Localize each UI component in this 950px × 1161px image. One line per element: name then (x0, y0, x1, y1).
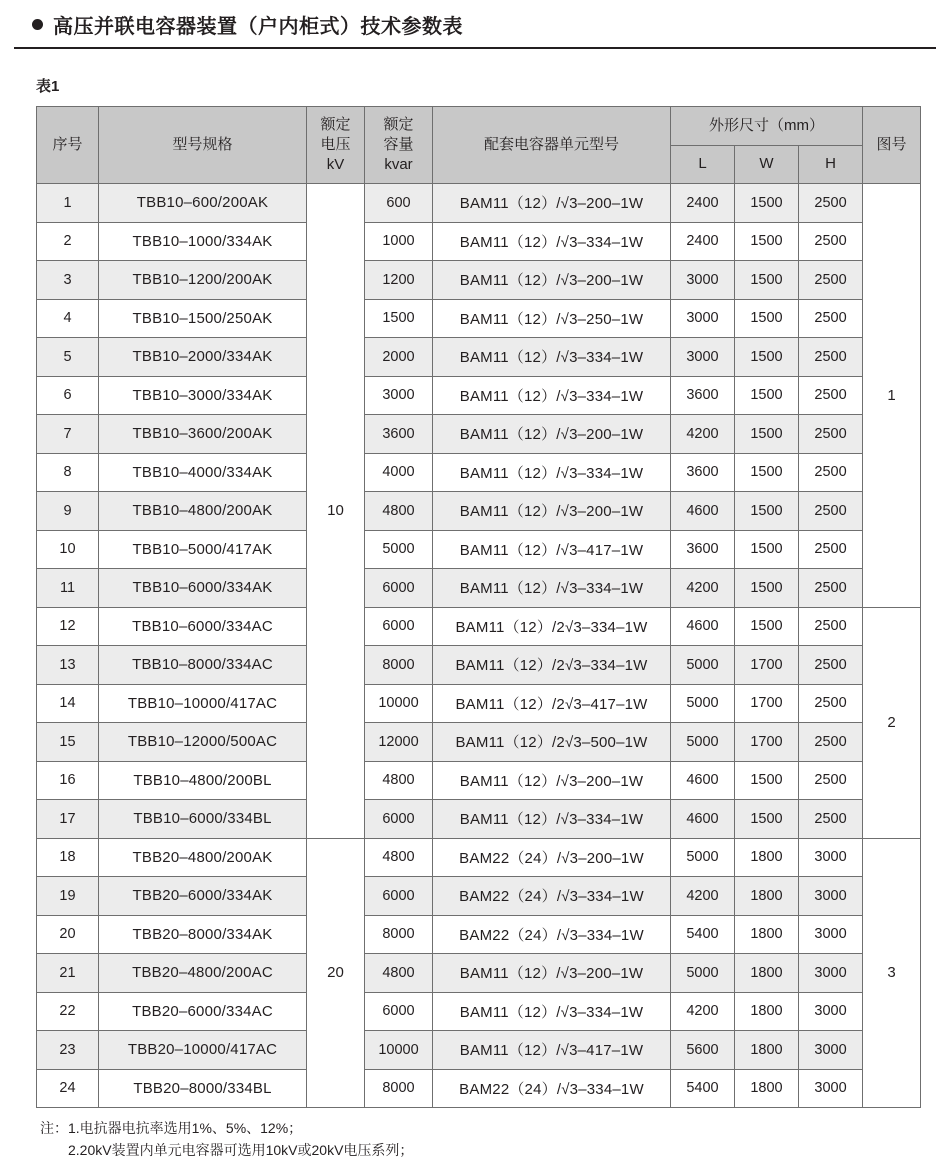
table-row (37, 299, 921, 338)
cell-length: 5400 (671, 1069, 735, 1108)
cell-width: 1500 (735, 376, 799, 415)
table-row (37, 838, 921, 877)
cell-length: 5600 (671, 1031, 735, 1070)
cell-no: 8 (37, 453, 99, 492)
cell-height: 2500 (799, 646, 863, 685)
cell-length: 4200 (671, 992, 735, 1031)
table-header (37, 107, 921, 184)
cell-unit-model: BAM11（12）/√3–334–1W (433, 338, 671, 377)
table-row (37, 569, 921, 608)
cell-width: 1500 (735, 222, 799, 261)
table-label: 表1 (36, 78, 60, 95)
cell-capacity: 4000 (365, 453, 433, 492)
cell-unit-model: BAM11（12）/√3–200–1W (433, 492, 671, 531)
cell-unit-model: BAM11（12）/√3–417–1W (433, 1031, 671, 1070)
cell-unit-model: BAM11（12）/√3–417–1W (433, 530, 671, 569)
table-row (37, 1069, 921, 1108)
cell-model: TBB10–1000/334AK (99, 222, 307, 261)
cell-no: 14 (37, 684, 99, 723)
cell-voltage: 20 (307, 838, 365, 1108)
cell-length: 4600 (671, 800, 735, 839)
cell-no: 6 (37, 376, 99, 415)
cell-figure: 2 (863, 607, 921, 838)
cell-model: TBB20–10000/417AC (99, 1031, 307, 1070)
header-height: H (799, 145, 863, 184)
cell-model: TBB20–8000/334BL (99, 1069, 307, 1108)
cell-width: 1500 (735, 800, 799, 839)
cell-capacity: 6000 (365, 800, 433, 839)
cell-no: 13 (37, 646, 99, 685)
table-row (37, 761, 921, 800)
cell-model: TBB10–4000/334AK (99, 453, 307, 492)
table-body (37, 184, 921, 1108)
table-header-row-1 (37, 107, 921, 146)
table-row (37, 530, 921, 569)
cell-width: 1800 (735, 877, 799, 916)
cell-width: 1500 (735, 569, 799, 608)
cell-length: 4600 (671, 761, 735, 800)
cell-capacity: 10000 (365, 1031, 433, 1070)
note-line-2 (40, 1140, 950, 1161)
cell-capacity: 5000 (365, 530, 433, 569)
cell-width: 1700 (735, 684, 799, 723)
cell-unit-model: BAM22（24）/√3–334–1W (433, 877, 671, 916)
cell-unit-model: BAM11（12）/√3–334–1W (433, 376, 671, 415)
cell-no: 11 (37, 569, 99, 608)
cell-height: 3000 (799, 877, 863, 916)
cell-length: 3000 (671, 299, 735, 338)
cell-unit-model: BAM11（12）/√3–200–1W (433, 415, 671, 454)
cell-no: 16 (37, 761, 99, 800)
bullet-icon (32, 19, 43, 30)
cell-width: 1500 (735, 761, 799, 800)
note-label: 注： (40, 1120, 68, 1136)
cell-capacity: 10000 (365, 684, 433, 723)
cell-height: 2500 (799, 453, 863, 492)
header-voltage-unit: kV (326, 156, 345, 174)
cell-model: TBB10–2000/334AK (99, 338, 307, 377)
cell-model: TBB10–6000/334BL (99, 800, 307, 839)
cell-length: 2400 (671, 222, 735, 261)
cell-figure: 3 (863, 838, 921, 1108)
cell-no: 1 (37, 184, 99, 223)
cell-model: TBB20–8000/334AK (99, 915, 307, 954)
table-row (37, 184, 921, 223)
spec-table-container (36, 106, 920, 1108)
cell-height: 2500 (799, 299, 863, 338)
cell-height: 2500 (799, 723, 863, 762)
cell-height: 2500 (799, 261, 863, 300)
cell-length: 3600 (671, 530, 735, 569)
cell-height: 3000 (799, 954, 863, 993)
cell-width: 1800 (735, 1031, 799, 1070)
note-item-1: 1.电抗器电抗率选用1%、5%、12%； (68, 1120, 303, 1136)
cell-height: 3000 (799, 1069, 863, 1108)
cell-length: 5000 (671, 723, 735, 762)
cell-length: 4600 (671, 607, 735, 646)
cell-width: 1700 (735, 646, 799, 685)
header-model: 型号规格 (99, 107, 307, 184)
cell-height: 2500 (799, 492, 863, 531)
cell-no: 23 (37, 1031, 99, 1070)
cell-length: 4200 (671, 569, 735, 608)
cell-capacity: 600 (365, 184, 433, 223)
cell-width: 1500 (735, 530, 799, 569)
page-title: 高压并联电容器装置（户内柜式）技术参数表 (53, 16, 463, 38)
cell-no: 20 (37, 915, 99, 954)
header-length: L (671, 145, 735, 184)
table-row (37, 684, 921, 723)
cell-height: 2500 (799, 222, 863, 261)
cell-no: 3 (37, 261, 99, 300)
cell-model: TBB10–12000/500AC (99, 723, 307, 762)
table-row (37, 800, 921, 839)
table-row (37, 376, 921, 415)
cell-height: 2500 (799, 415, 863, 454)
cell-height: 3000 (799, 915, 863, 954)
cell-capacity: 12000 (365, 723, 433, 762)
cell-capacity: 6000 (365, 607, 433, 646)
cell-length: 4200 (671, 877, 735, 916)
cell-unit-model: BAM22（24）/√3–334–1W (433, 1069, 671, 1108)
note-item-2: 2.20kV装置内单元电容器可选用10kV或20kV电压系列； (68, 1141, 414, 1158)
cell-width: 1500 (735, 261, 799, 300)
header-unit-model: 配套电容器单元型号 (433, 107, 671, 184)
cell-length: 3600 (671, 376, 735, 415)
cell-length: 4600 (671, 492, 735, 531)
cell-model: TBB10–600/200AK (99, 184, 307, 223)
cell-width: 1500 (735, 607, 799, 646)
cell-unit-model: BAM11（12）/2√3–334–1W (433, 607, 671, 646)
page-header (14, 0, 936, 49)
cell-capacity: 1000 (365, 222, 433, 261)
cell-no: 15 (37, 723, 99, 762)
cell-capacity: 1500 (365, 299, 433, 338)
cell-width: 1500 (735, 453, 799, 492)
cell-model: TBB10–3600/200AK (99, 415, 307, 454)
table-row (37, 261, 921, 300)
cell-no: 5 (37, 338, 99, 377)
cell-height: 2500 (799, 338, 863, 377)
cell-capacity: 3600 (365, 415, 433, 454)
cell-unit-model: BAM11（12）/2√3–417–1W (433, 684, 671, 723)
cell-width: 1800 (735, 838, 799, 877)
table-row (37, 415, 921, 454)
cell-height: 2500 (799, 761, 863, 800)
cell-width: 1500 (735, 492, 799, 531)
cell-model: TBB10–10000/417AC (99, 684, 307, 723)
cell-unit-model: BAM11（12）/√3–200–1W (433, 954, 671, 993)
note-line-1 (40, 1118, 950, 1140)
cell-no: 10 (37, 530, 99, 569)
cell-model: TBB10–6000/334AC (99, 607, 307, 646)
cell-no: 9 (37, 492, 99, 531)
header-voltage-line1: 额定 (320, 115, 351, 133)
table-row (37, 453, 921, 492)
cell-no: 19 (37, 877, 99, 916)
cell-length: 5000 (671, 954, 735, 993)
cell-no: 18 (37, 838, 99, 877)
cell-width: 1700 (735, 723, 799, 762)
cell-length: 3600 (671, 453, 735, 492)
header-dimensions: 外形尺寸（mm） (671, 107, 863, 146)
table-row (37, 877, 921, 916)
table-row (37, 954, 921, 993)
table-row (37, 492, 921, 531)
cell-width: 1500 (735, 415, 799, 454)
table-row (37, 222, 921, 261)
header-capacity-unit: kvar (384, 156, 413, 174)
cell-model: TBB10–4800/200BL (99, 761, 307, 800)
cell-unit-model: BAM11（12）/√3–334–1W (433, 992, 671, 1031)
cell-height: 3000 (799, 838, 863, 877)
cell-length: 2400 (671, 184, 735, 223)
cell-length: 4200 (671, 415, 735, 454)
cell-model: TBB10–1200/200AK (99, 261, 307, 300)
header-voltage (307, 107, 365, 184)
cell-no: 21 (37, 954, 99, 993)
header-capacity-line2: 容量 (383, 135, 414, 153)
cell-figure: 1 (863, 184, 921, 608)
cell-no: 22 (37, 992, 99, 1031)
cell-unit-model: BAM22（24）/√3–334–1W (433, 915, 671, 954)
cell-unit-model: BAM11（12）/√3–200–1W (433, 761, 671, 800)
cell-unit-model: BAM22（24）/√3–200–1W (433, 838, 671, 877)
cell-height: 2500 (799, 684, 863, 723)
cell-capacity: 6000 (365, 569, 433, 608)
cell-height: 2500 (799, 607, 863, 646)
cell-model: TBB20–4800/200AK (99, 838, 307, 877)
cell-no: 4 (37, 299, 99, 338)
cell-no: 17 (37, 800, 99, 839)
cell-height: 2500 (799, 800, 863, 839)
cell-width: 1800 (735, 992, 799, 1031)
cell-length: 5000 (671, 646, 735, 685)
cell-model: TBB10–6000/334AK (99, 569, 307, 608)
cell-model: TBB20–6000/334AK (99, 877, 307, 916)
cell-unit-model: BAM11（12）/√3–334–1W (433, 222, 671, 261)
cell-length: 5000 (671, 684, 735, 723)
spec-table (36, 106, 921, 1108)
cell-height: 2500 (799, 184, 863, 223)
cell-model: TBB10–4800/200AK (99, 492, 307, 531)
cell-length: 5000 (671, 838, 735, 877)
cell-width: 1800 (735, 1069, 799, 1108)
cell-unit-model: BAM11（12）/√3–200–1W (433, 184, 671, 223)
header-width: W (735, 145, 799, 184)
header-capacity-line1: 额定 (383, 115, 414, 133)
header-voltage-line2: 电压 (320, 135, 351, 153)
cell-unit-model: BAM11（12）/√3–334–1W (433, 569, 671, 608)
cell-model: TBB10–8000/334AC (99, 646, 307, 685)
table-row (37, 607, 921, 646)
cell-height: 3000 (799, 992, 863, 1031)
cell-model: TBB10–1500/250AK (99, 299, 307, 338)
cell-model: TBB20–6000/334AC (99, 992, 307, 1031)
cell-model: TBB10–5000/417AK (99, 530, 307, 569)
cell-unit-model: BAM11（12）/2√3–334–1W (433, 646, 671, 685)
cell-unit-model: BAM11（12）/√3–334–1W (433, 800, 671, 839)
cell-height: 2500 (799, 530, 863, 569)
cell-voltage: 10 (307, 184, 365, 839)
cell-width: 1800 (735, 954, 799, 993)
table-row (37, 646, 921, 685)
cell-length: 5400 (671, 915, 735, 954)
cell-no: 7 (37, 415, 99, 454)
header-figure: 图号 (863, 107, 921, 184)
cell-capacity: 1200 (365, 261, 433, 300)
cell-width: 1500 (735, 299, 799, 338)
cell-capacity: 8000 (365, 1069, 433, 1108)
cell-length: 3000 (671, 261, 735, 300)
header-capacity (365, 107, 433, 184)
cell-capacity: 4800 (365, 838, 433, 877)
cell-capacity: 8000 (365, 646, 433, 685)
table-notes (40, 1118, 950, 1161)
cell-model: TBB10–3000/334AK (99, 376, 307, 415)
cell-no: 12 (37, 607, 99, 646)
cell-capacity: 4800 (365, 761, 433, 800)
cell-unit-model: BAM11（12）/√3–250–1W (433, 299, 671, 338)
cell-width: 1500 (735, 184, 799, 223)
cell-capacity: 2000 (365, 338, 433, 377)
cell-capacity: 8000 (365, 915, 433, 954)
cell-length: 3000 (671, 338, 735, 377)
cell-unit-model: BAM11（12）/2√3–500–1W (433, 723, 671, 762)
header-no: 序号 (37, 107, 99, 184)
table-row (37, 915, 921, 954)
cell-unit-model: BAM11（12）/√3–334–1W (433, 453, 671, 492)
cell-capacity: 6000 (365, 992, 433, 1031)
cell-model: TBB20–4800/200AC (99, 954, 307, 993)
table-row (37, 338, 921, 377)
cell-width: 1800 (735, 915, 799, 954)
cell-no: 2 (37, 222, 99, 261)
cell-no: 24 (37, 1069, 99, 1108)
cell-capacity: 4800 (365, 492, 433, 531)
table-row (37, 992, 921, 1031)
cell-unit-model: BAM11（12）/√3–200–1W (433, 261, 671, 300)
cell-width: 1500 (735, 338, 799, 377)
cell-capacity: 4800 (365, 954, 433, 993)
cell-height: 2500 (799, 376, 863, 415)
cell-height: 2500 (799, 569, 863, 608)
cell-capacity: 6000 (365, 877, 433, 916)
table-row (37, 1031, 921, 1070)
cell-height: 3000 (799, 1031, 863, 1070)
table-row (37, 723, 921, 762)
cell-capacity: 3000 (365, 376, 433, 415)
